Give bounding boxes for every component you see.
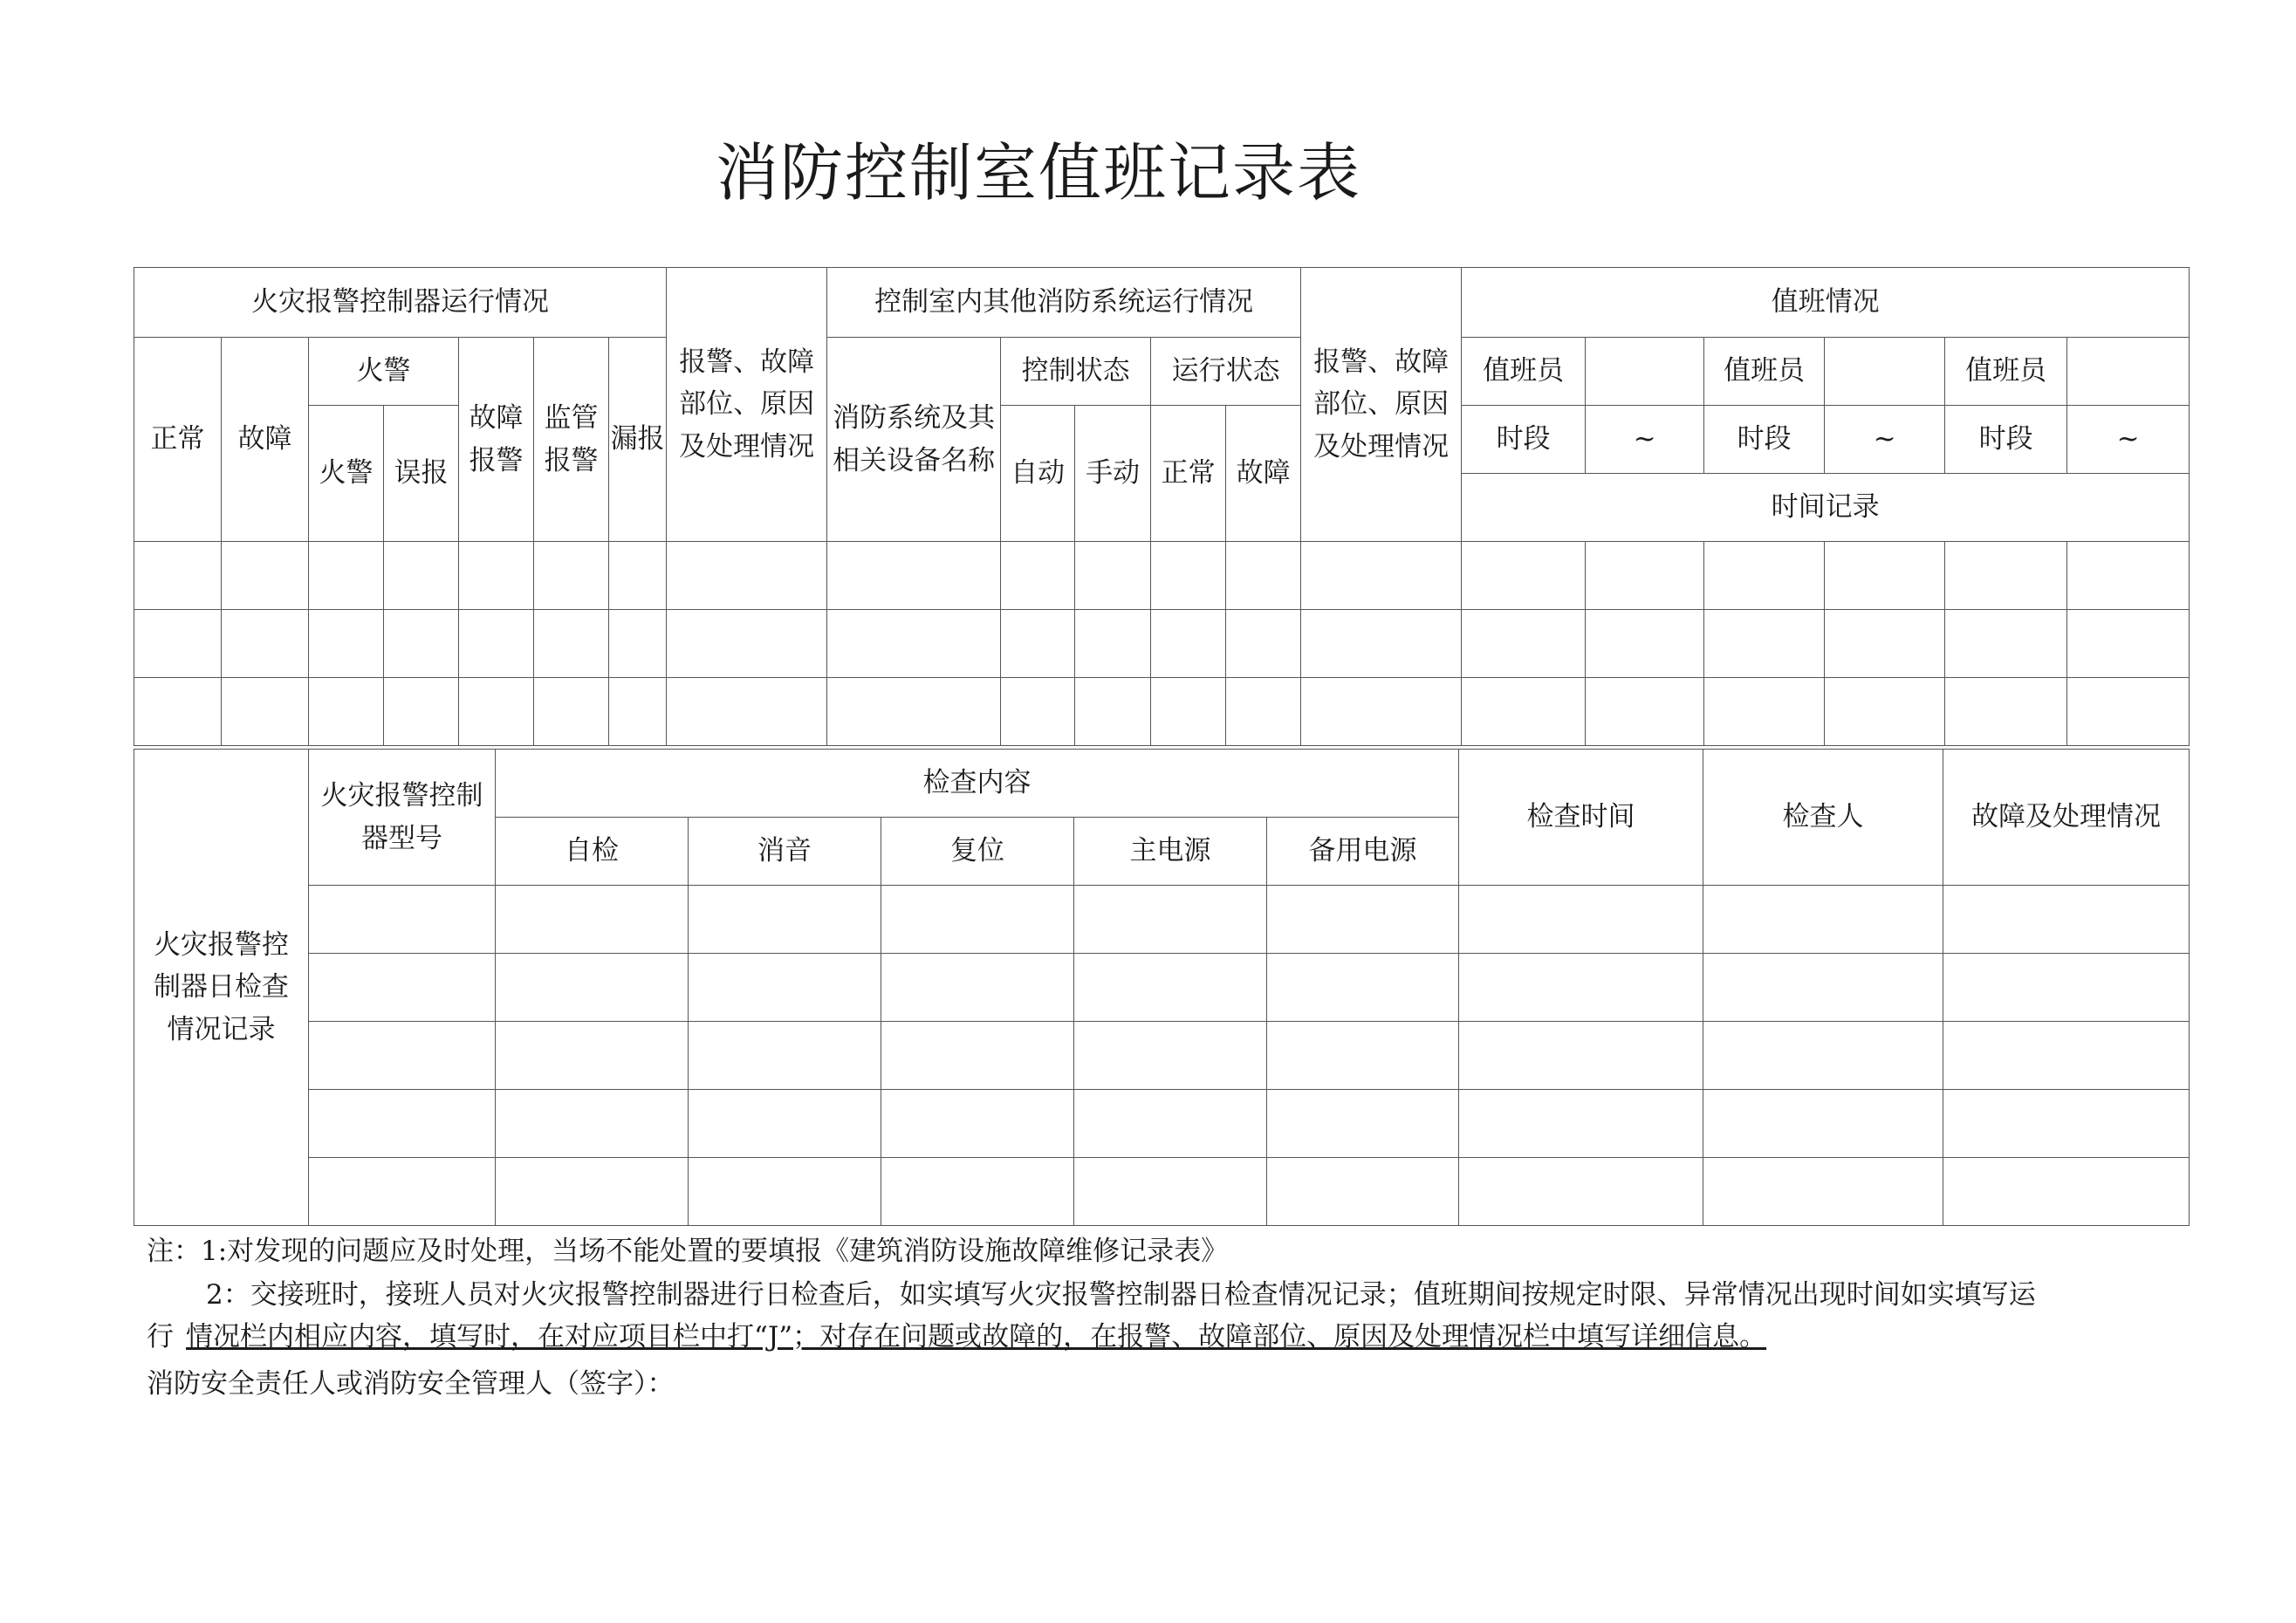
- normal-header: 正常: [134, 338, 222, 542]
- self-check-header: 自检: [496, 818, 689, 886]
- duty-status-header: 值班情况: [1462, 268, 2190, 338]
- duty-staff-value-1: [1586, 338, 1704, 406]
- silence-header: 消音: [689, 818, 881, 886]
- fire-controller-status-header: 火灾报警控制器运行情况: [134, 268, 667, 338]
- missed-alarm-header: 漏报: [609, 338, 667, 542]
- table-row: [134, 1022, 2190, 1090]
- check-time-header: 检查时间: [1459, 750, 1703, 886]
- check-content-header: 检查内容: [496, 750, 1459, 818]
- fault-alarm-header: 故障报警: [459, 338, 534, 542]
- run-normal-subheader: 正常: [1151, 406, 1226, 542]
- supervision-alarm-header: 监管报警: [534, 338, 609, 542]
- period-label-2: 时段: [1704, 406, 1825, 474]
- fire-alarm-header: 火警: [309, 338, 459, 406]
- controller-model-header: 火灾报警控制器型号: [309, 750, 496, 886]
- control-state-header: 控制状态: [1001, 338, 1151, 406]
- duty-staff-label-1: 值班员: [1462, 338, 1586, 406]
- other-systems-header: 控制室内其他消防系统运行情况: [827, 268, 1301, 338]
- note-1: 注：1:对发现的问题应及时处理，当场不能处置的要填报《建筑消防设施故障维修记录表》: [147, 1236, 1229, 1267]
- run-fault-subheader: 故障: [1226, 406, 1301, 542]
- auto-subheader: 自动: [1001, 406, 1075, 542]
- duty-staff-value-2: [1825, 338, 1945, 406]
- alarm-fault-handling-header: 报警、故障部位、原因及处理情况: [667, 268, 827, 542]
- period-label-3: 时段: [1945, 406, 2067, 474]
- duty-staff-label-3: 值班员: [1945, 338, 2067, 406]
- system-name-header: 消防系统及其相关设备名称: [827, 338, 1001, 542]
- main-power-header: 主电源: [1074, 818, 1267, 886]
- fault-handling-header: 故障及处理情况: [1943, 750, 2190, 886]
- daily-check-table: [134, 749, 2190, 1226]
- daily-check-label: 火灾报警控制器日检查情况记录: [134, 750, 309, 1226]
- period-value-1: ~: [1586, 406, 1704, 474]
- table-row: [134, 1158, 2190, 1226]
- fire-subheader: 火警: [309, 406, 384, 542]
- table-row: [134, 678, 2190, 746]
- table-row: [134, 542, 2190, 610]
- fault-header: 故障: [222, 338, 309, 542]
- alarm-fault-handling-header-2: 报警、故障部位、原因及处理情况: [1301, 268, 1462, 542]
- page-title: 消防控制室值班记录表: [715, 136, 1361, 209]
- period-value-3: ~: [2067, 406, 2190, 474]
- table-row: [134, 954, 2190, 1022]
- duty-record-table: [134, 267, 2190, 746]
- manual-subheader: 手动: [1075, 406, 1151, 542]
- note-2: 2：交接班时，接班人员对火灾报警控制器进行日检查后，如实填写火灾报警控制器日检查情况记录；值班期间按规定时限、异常情况出现时间如实填写运: [206, 1279, 2036, 1311]
- run-state-header: 运行状态: [1151, 338, 1301, 406]
- inspector-header: 检查人: [1703, 750, 1943, 886]
- duty-staff-label-2: 值班员: [1704, 338, 1825, 406]
- period-label-1: 时段: [1462, 406, 1586, 474]
- table-row: [134, 1090, 2190, 1158]
- signature-line: 消防安全责任人或消防安全管理人（签字）：: [147, 1368, 675, 1400]
- note-2-continued: [147, 1314, 1766, 1353]
- table-row: [134, 886, 2190, 954]
- table-row: [134, 610, 2190, 678]
- false-alarm-subheader: 误报: [384, 406, 459, 542]
- backup-power-header: 备用电源: [1267, 818, 1459, 886]
- note-2-continued-text: 情况栏内相应内容，填写时，在对应项目栏中打“J”；对存在问题或故障的，在报警、故障部位、原因及处理情况栏中填写详细信息。: [186, 1321, 1767, 1352]
- time-record-header: 时间记录: [1462, 474, 2190, 542]
- duty-staff-value-3: [2067, 338, 2190, 406]
- period-value-2: ~: [1825, 406, 1945, 474]
- note-2-continued-prefix: 行: [147, 1321, 174, 1352]
- reset-header: 复位: [881, 818, 1074, 886]
